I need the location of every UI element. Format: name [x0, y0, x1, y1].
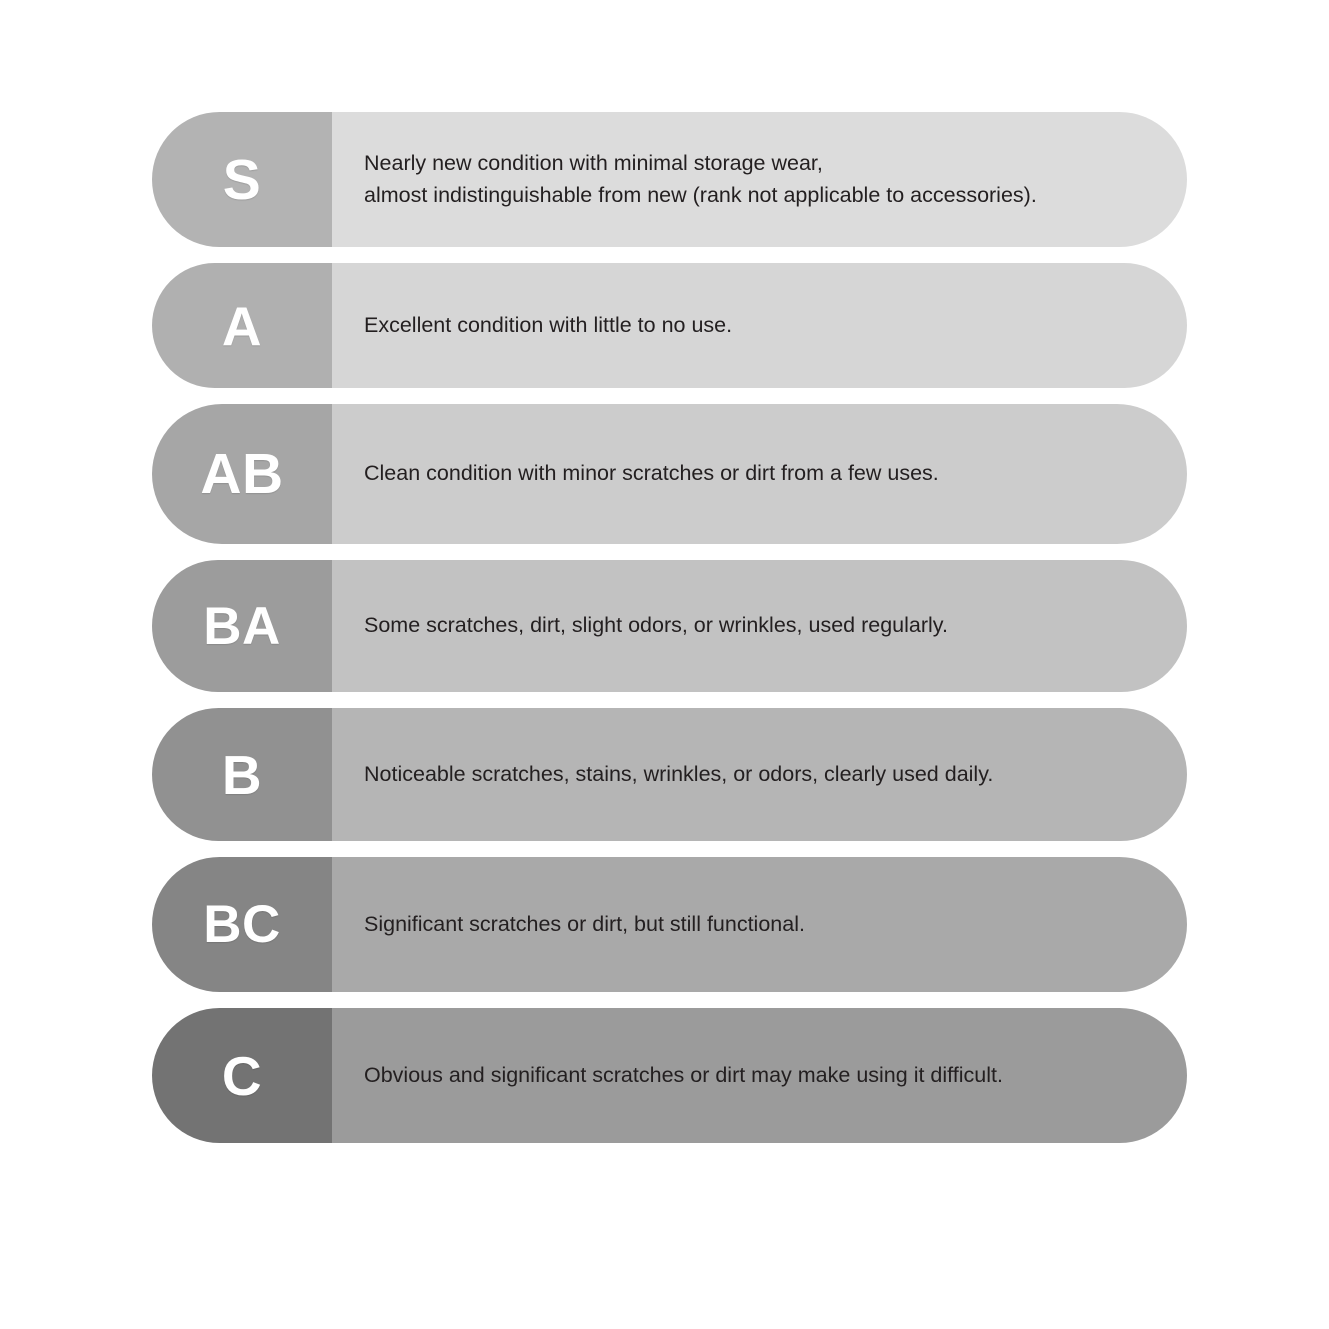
rank-description-line: Obvious and significant scratches or dirt may make using it difficult. — [364, 1062, 1003, 1087]
rank-description-c — [332, 1008, 1187, 1143]
rank-description-b — [332, 708, 1187, 841]
rank-row — [152, 404, 1187, 544]
rank-row — [152, 263, 1187, 388]
rank-description-line: Significant scratches or dirt, but still functional. — [364, 911, 805, 936]
rank-description-s — [332, 112, 1187, 247]
rank-row — [152, 560, 1187, 692]
rank-description-a — [332, 263, 1187, 388]
rank-badge-bc: BC — [152, 857, 332, 992]
rank-badge-c: C — [152, 1008, 332, 1143]
rank-description-ba — [332, 560, 1187, 692]
rank-row — [152, 1008, 1187, 1143]
rank-description-ab — [332, 404, 1187, 544]
rank-row — [152, 112, 1187, 247]
rank-badge-b: B — [152, 708, 332, 841]
rank-badge-a: A — [152, 263, 332, 388]
rank-description-line: Noticeable scratches, stains, wrinkles, or odors, clearly used daily. — [364, 761, 994, 786]
rank-badge-ab: AB — [152, 404, 332, 544]
rank-description-line: Nearly new condition with minimal storage wear, — [364, 151, 823, 176]
rank-row — [152, 857, 1187, 992]
rank-badge-s: S — [152, 112, 332, 247]
rank-description-line: almost indistinguishable from new (rank not applicable to accessories). — [364, 182, 1037, 207]
rank-description-line: Some scratches, dirt, slight odors, or wrinkles, used regularly. — [364, 613, 948, 638]
rank-description-bc — [332, 857, 1187, 992]
rank-row — [152, 708, 1187, 841]
rank-badge-ba: BA — [152, 560, 332, 692]
rank-description-line: Clean condition with minor scratches or dirt from a few uses. — [364, 461, 939, 486]
condition-rank-legend — [152, 112, 1187, 1159]
rank-description-line: Excellent condition with little to no use. — [364, 312, 733, 337]
